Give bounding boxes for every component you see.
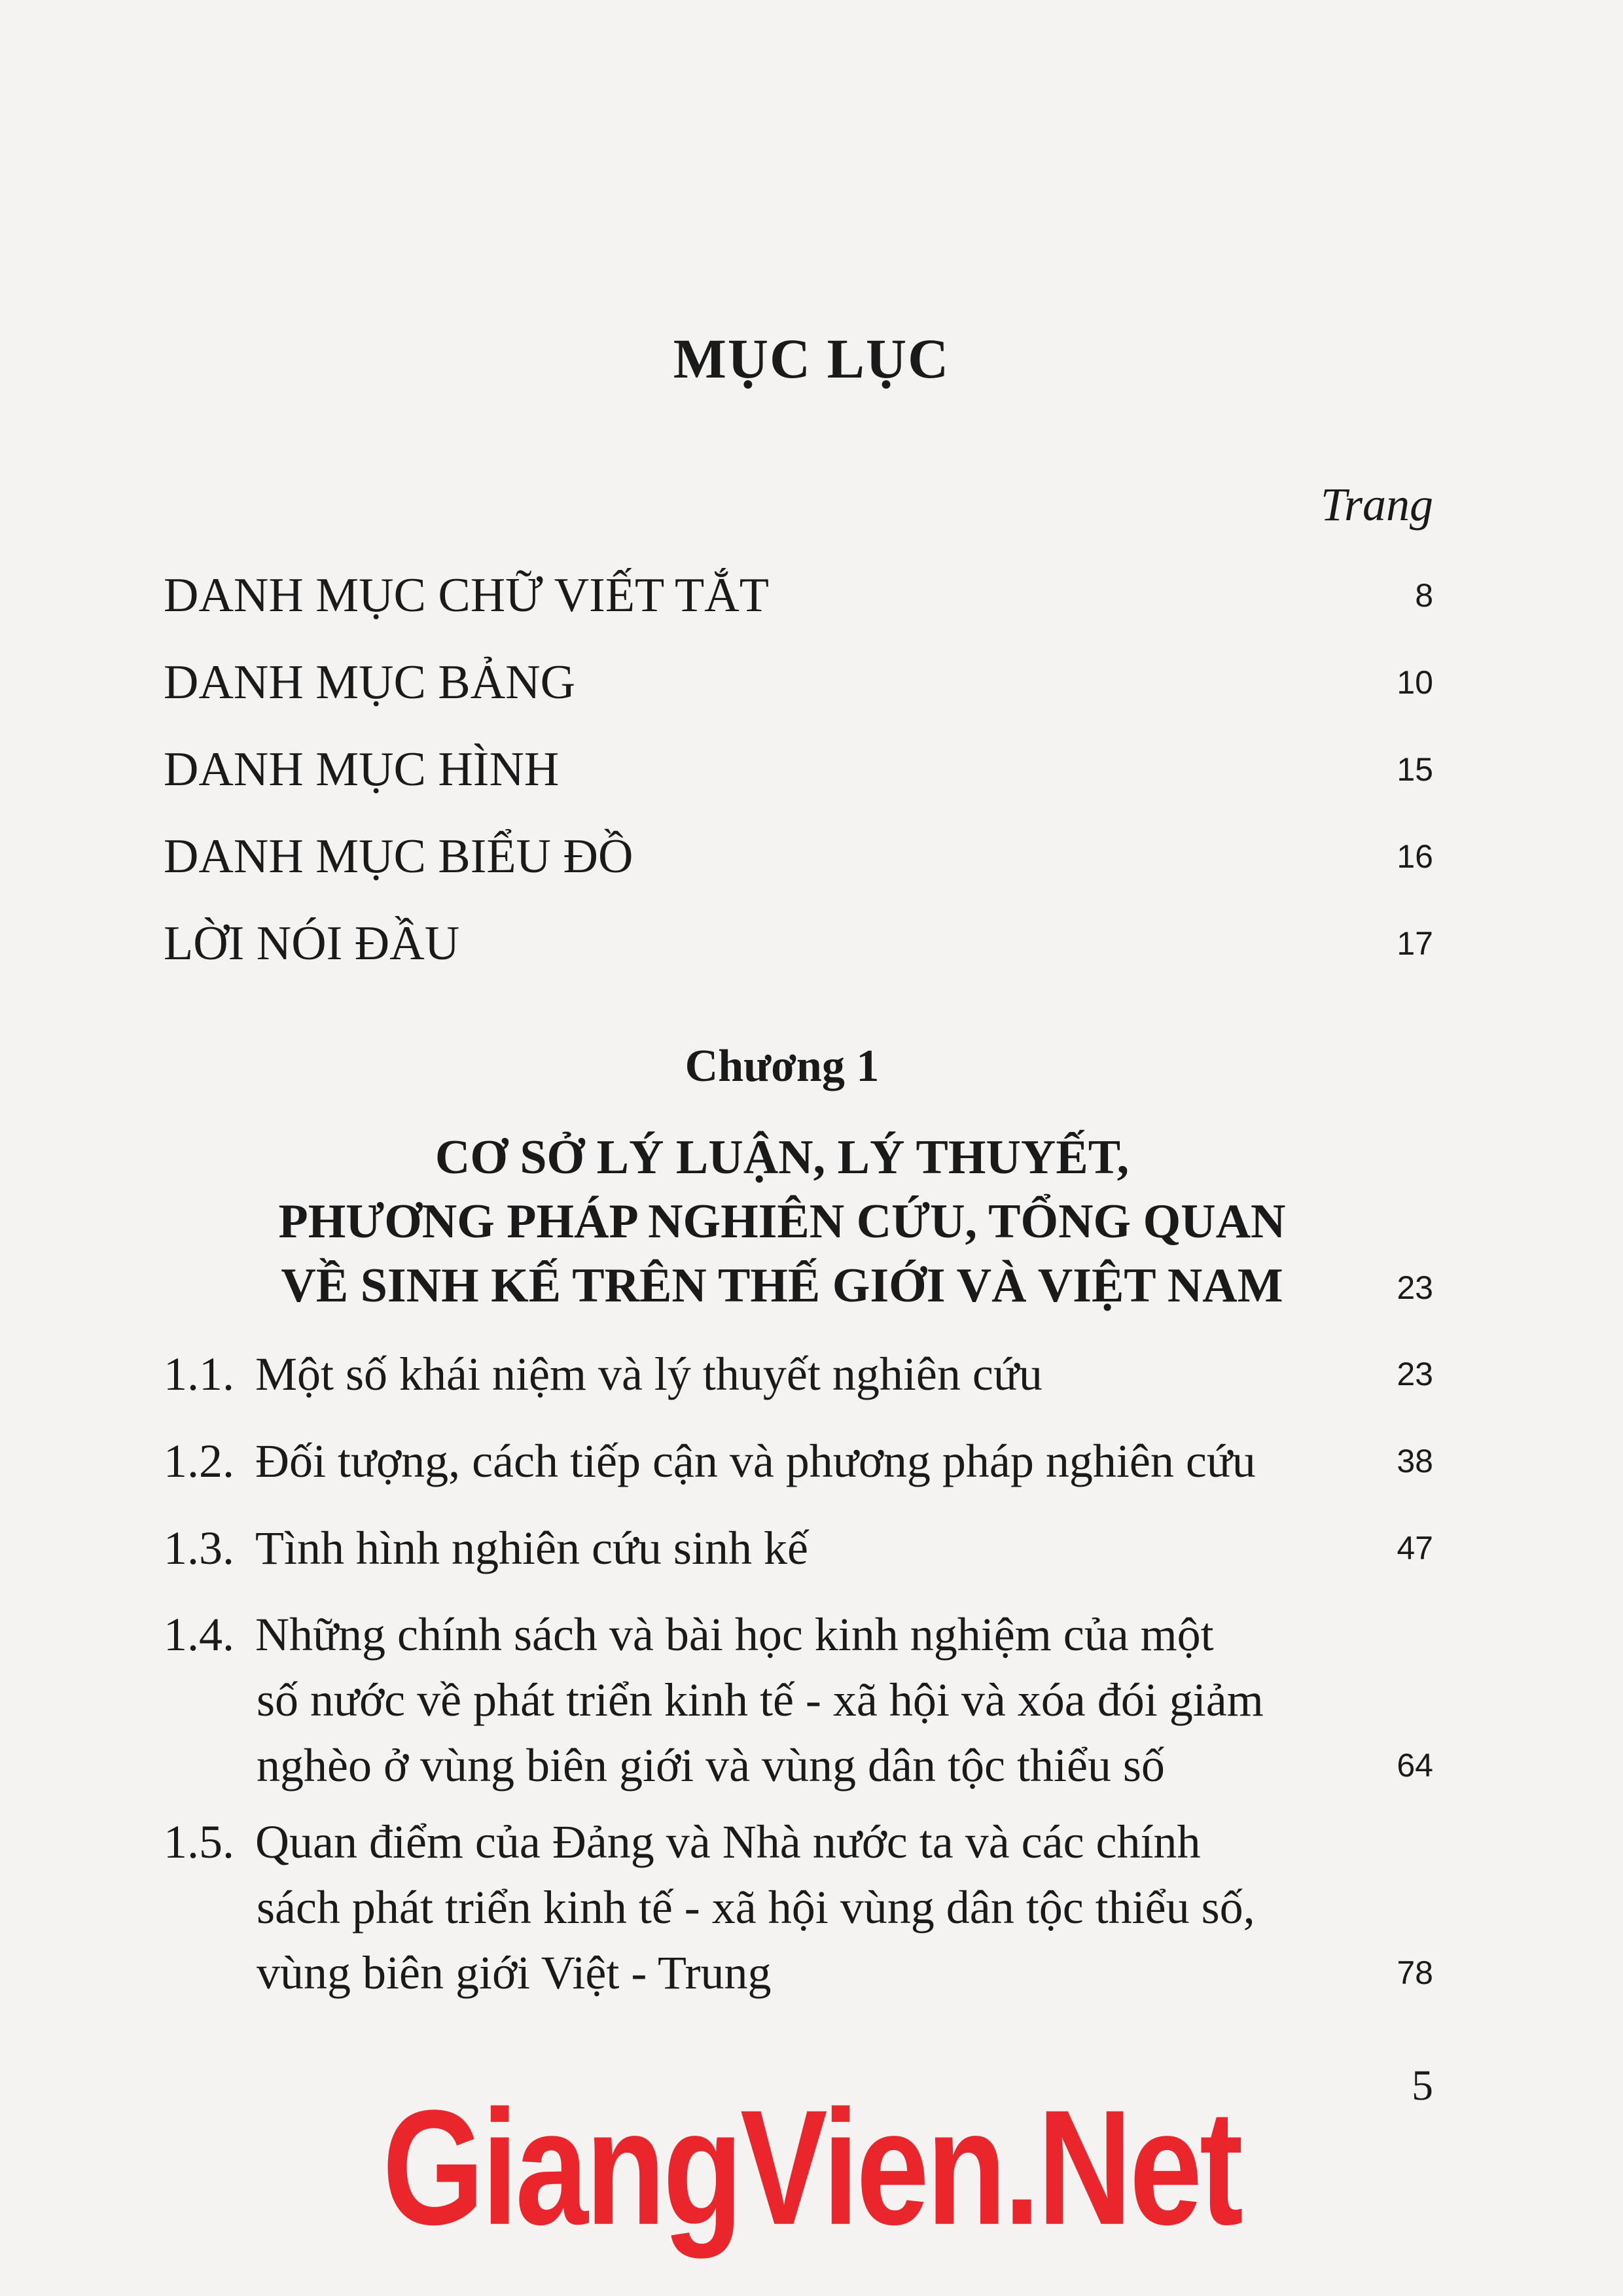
section-title-line: số nước về phát triển kinh tế - xã hội và xóa đói giảm <box>257 1674 1264 1726</box>
section-page: 23 <box>1397 1356 1433 1392</box>
section-title-line: Quan điểm của Đảng và Nhà nước ta và các chính <box>255 1816 1201 1868</box>
section-entry <box>164 1341 1433 1407</box>
toc-entry-label: DANH MỤC BIỂU ĐỒ <box>164 830 633 883</box>
page-column-label: Trang <box>1320 478 1433 531</box>
section-page: 78 <box>1397 1954 1433 1991</box>
section-code: 1.3. <box>164 1522 234 1574</box>
toc-entry-label: LỜI NÓI ĐẦU <box>164 917 460 970</box>
section-entry <box>164 1428 1433 1494</box>
toc-entry-page: 8 <box>1415 577 1433 614</box>
toc-entry-label: DANH MỤC HÌNH <box>164 743 560 796</box>
toc-entry <box>164 911 1433 976</box>
chapter-title-line: PHƯƠNG PHÁP NGHIÊN CỨU, TỔNG QUAN <box>278 1195 1286 1248</box>
section-page: 38 <box>1397 1443 1433 1479</box>
section-code: 1.4. <box>164 1608 234 1661</box>
section-entry <box>164 1515 1433 1581</box>
toc-entry-page: 15 <box>1397 751 1433 788</box>
section-title-line: sách phát triển kinh tế - xã hội vùng dân tộc thiểu số, <box>257 1881 1255 1934</box>
chapter-title-line: CƠ SỞ LÝ LUẬN, LÝ THUYẾT, <box>435 1131 1130 1184</box>
toc-entry-page: 10 <box>1397 664 1433 701</box>
toc-entry <box>164 650 1433 715</box>
section-code: 1.2. <box>164 1435 234 1487</box>
section-title: Đối tượng, cách tiếp cận và phương pháp nghiên cứu <box>255 1435 1256 1487</box>
toc-entry <box>164 737 1433 802</box>
toc-entry-label: DANH MỤC BẢNG <box>164 656 576 709</box>
section-title: Một số khái niệm và lý thuyết nghiên cứu <box>255 1348 1043 1400</box>
section-entry <box>164 1809 1433 2005</box>
chapter-label: Chương 1 <box>685 1041 880 1091</box>
toc-entry <box>164 824 1433 889</box>
section-page: 64 <box>1397 1747 1433 1784</box>
chapter-title <box>0 1125 1564 1318</box>
toc-entry-page: 16 <box>1397 838 1433 875</box>
chapter-page: 23 <box>1397 1269 1433 1306</box>
section-title-line: nghèo ở vùng biên giới và vùng dân tộc thiểu số <box>257 1739 1165 1792</box>
section-title-line: vùng biên giới Việt - Trung <box>257 1947 772 1999</box>
chapter-title-line: VỀ SINH KẾ TRÊN THẾ GIỚI VÀ VIỆT NAM <box>281 1259 1283 1313</box>
section-entry <box>164 1602 1433 1798</box>
toc-entry <box>164 563 1433 628</box>
section-code: 1.5. <box>164 1816 234 1868</box>
section-title-line: Những chính sách và bài học kinh nghiệm của một <box>255 1608 1214 1661</box>
page-number: 5 <box>1412 2062 1433 2110</box>
page-title: MỤC LỤC <box>673 327 950 390</box>
toc-entry-label: DANH MỤC CHỮ VIẾT TẮT <box>164 569 769 622</box>
section-page: 47 <box>1397 1530 1433 1566</box>
watermark: GiangVien.Net <box>382 2076 1241 2259</box>
toc-entry-page: 17 <box>1397 925 1433 962</box>
section-title: Tình hình nghiên cứu sinh kế <box>255 1522 808 1574</box>
section-code: 1.1. <box>164 1348 234 1400</box>
